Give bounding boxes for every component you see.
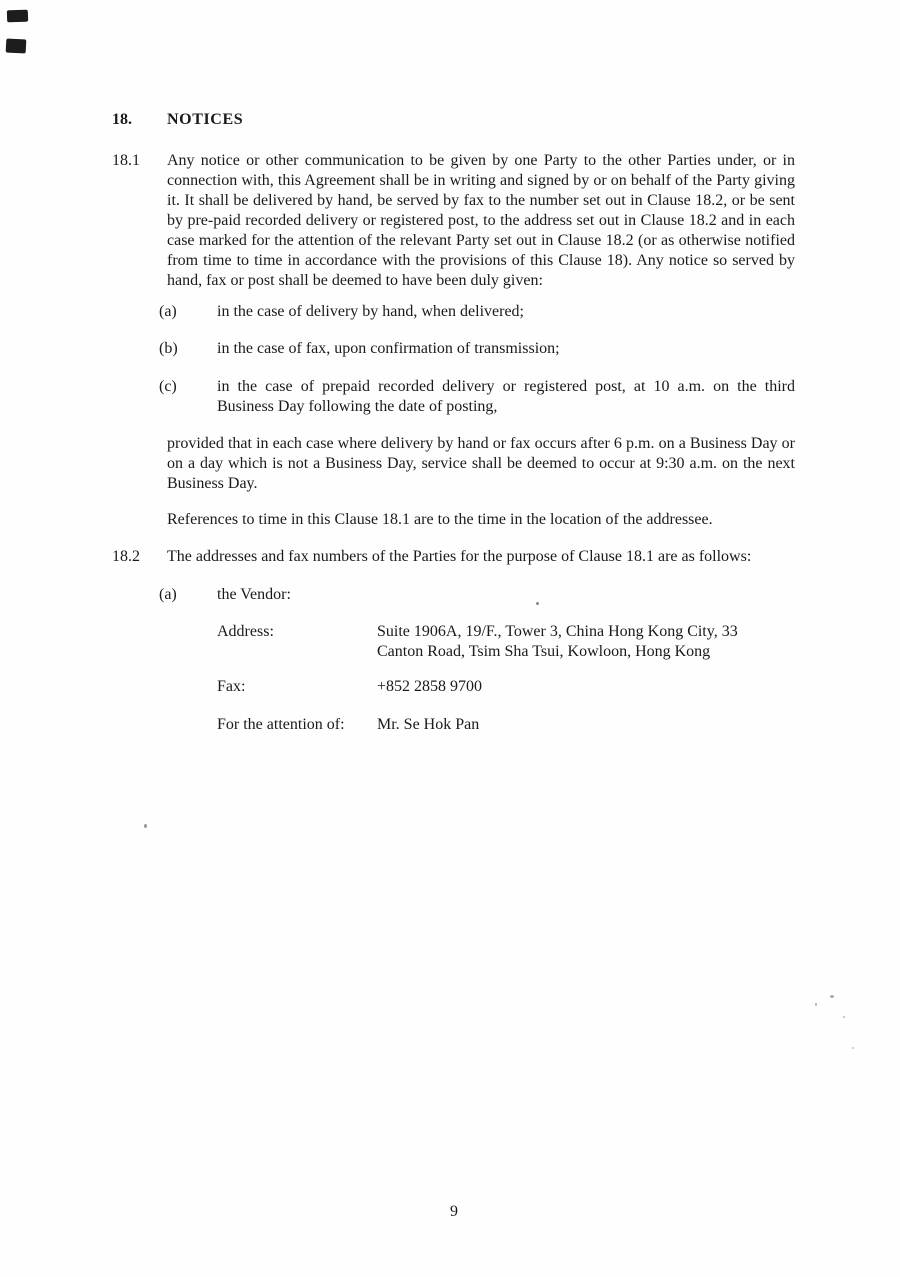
clause-18-1-body: Any notice or other communication to be given by one Party to the other Parties under, or in connection with, this Agreement shall be in writing and signed by or on behalf of the Party giving it. It shall be delivered by hand, be served by fax to the number set out in Clause 18.2, or be sent by pre-paid recorded delivery or registered post, to the address set out in Clause 18.2 and in each case marked for the attention of the relevant Party set out in Clause 18.2 (or as otherwise notified from time to time in accordance with the provisions of this Clause 18). Any notice so served by hand, fax or post shall be deemed to have been duly given: xyxy=(167,152,795,289)
time-reference-note: References to time in this Clause 18.1 are to the time in the location of the addressee. xyxy=(167,511,713,528)
address-line-1: Suite 1906A, 19/F., Tower 3, China Hong Kong City, 33 xyxy=(377,623,738,640)
fax-field xyxy=(217,677,772,697)
page-number: 9 xyxy=(450,1203,458,1220)
vendor-marker: (a) xyxy=(159,586,177,603)
scan-speck xyxy=(144,824,147,828)
scan-artifact xyxy=(6,38,27,53)
clause-18-1 xyxy=(112,151,795,291)
fax-value: +852 2858 9700 xyxy=(377,678,483,695)
fax-label: Fax: xyxy=(217,678,246,695)
scan-speck xyxy=(830,995,834,998)
vendor-heading: the Vendor: xyxy=(217,586,291,603)
address-line-2: Canton Road, Tsim Sha Tsui, Kowloon, Hong Kong xyxy=(377,643,711,660)
clause-18-2 xyxy=(112,547,795,567)
scan-artifact xyxy=(7,10,28,23)
list-item-marker: (c) xyxy=(159,378,177,395)
attention-label: For the attention of: xyxy=(217,716,345,733)
list-item-b xyxy=(159,339,795,359)
clause-18-1-number: 18.1 xyxy=(112,152,140,169)
list-item-text: in the case of fax, upon confirmation of transmission; xyxy=(217,340,560,357)
scan-speck xyxy=(815,1003,817,1006)
list-item-marker: (a) xyxy=(159,303,177,320)
clause-18-2-number: 18.2 xyxy=(112,548,140,565)
attention-field xyxy=(217,715,772,735)
scan-speck xyxy=(536,602,539,605)
scan-speck xyxy=(852,1047,854,1049)
proviso-paragraph: provided that in each case where delivery by hand or fax occurs after 6 p.m. on a Business Day or on a day which is not a Business Day, service shall be deemed to occur at 9:30 a.m. on the next Business Day. xyxy=(167,435,795,492)
address-field xyxy=(217,622,772,662)
list-item-text: in the case of prepaid recorded delivery or registered post, at 10 a.m. on the third Business Day following the date of posting, xyxy=(217,378,795,415)
attention-value: Mr. Se Hok Pan xyxy=(377,716,480,733)
address-value xyxy=(377,622,772,662)
section-number: 18. xyxy=(112,111,132,128)
list-item-marker: (b) xyxy=(159,340,178,357)
section-heading xyxy=(112,110,243,130)
address-label: Address: xyxy=(217,623,274,640)
scan-speck xyxy=(843,1016,845,1018)
list-item-c xyxy=(159,377,795,417)
clause-18-2-body: The addresses and fax numbers of the Parties for the purpose of Clause 18.1 are as follows: xyxy=(167,548,752,565)
section-title: NOTICES xyxy=(167,111,244,128)
vendor-item xyxy=(159,585,291,605)
list-item-a xyxy=(159,302,795,322)
list-item-text: in the case of delivery by hand, when delivered; xyxy=(217,303,524,320)
